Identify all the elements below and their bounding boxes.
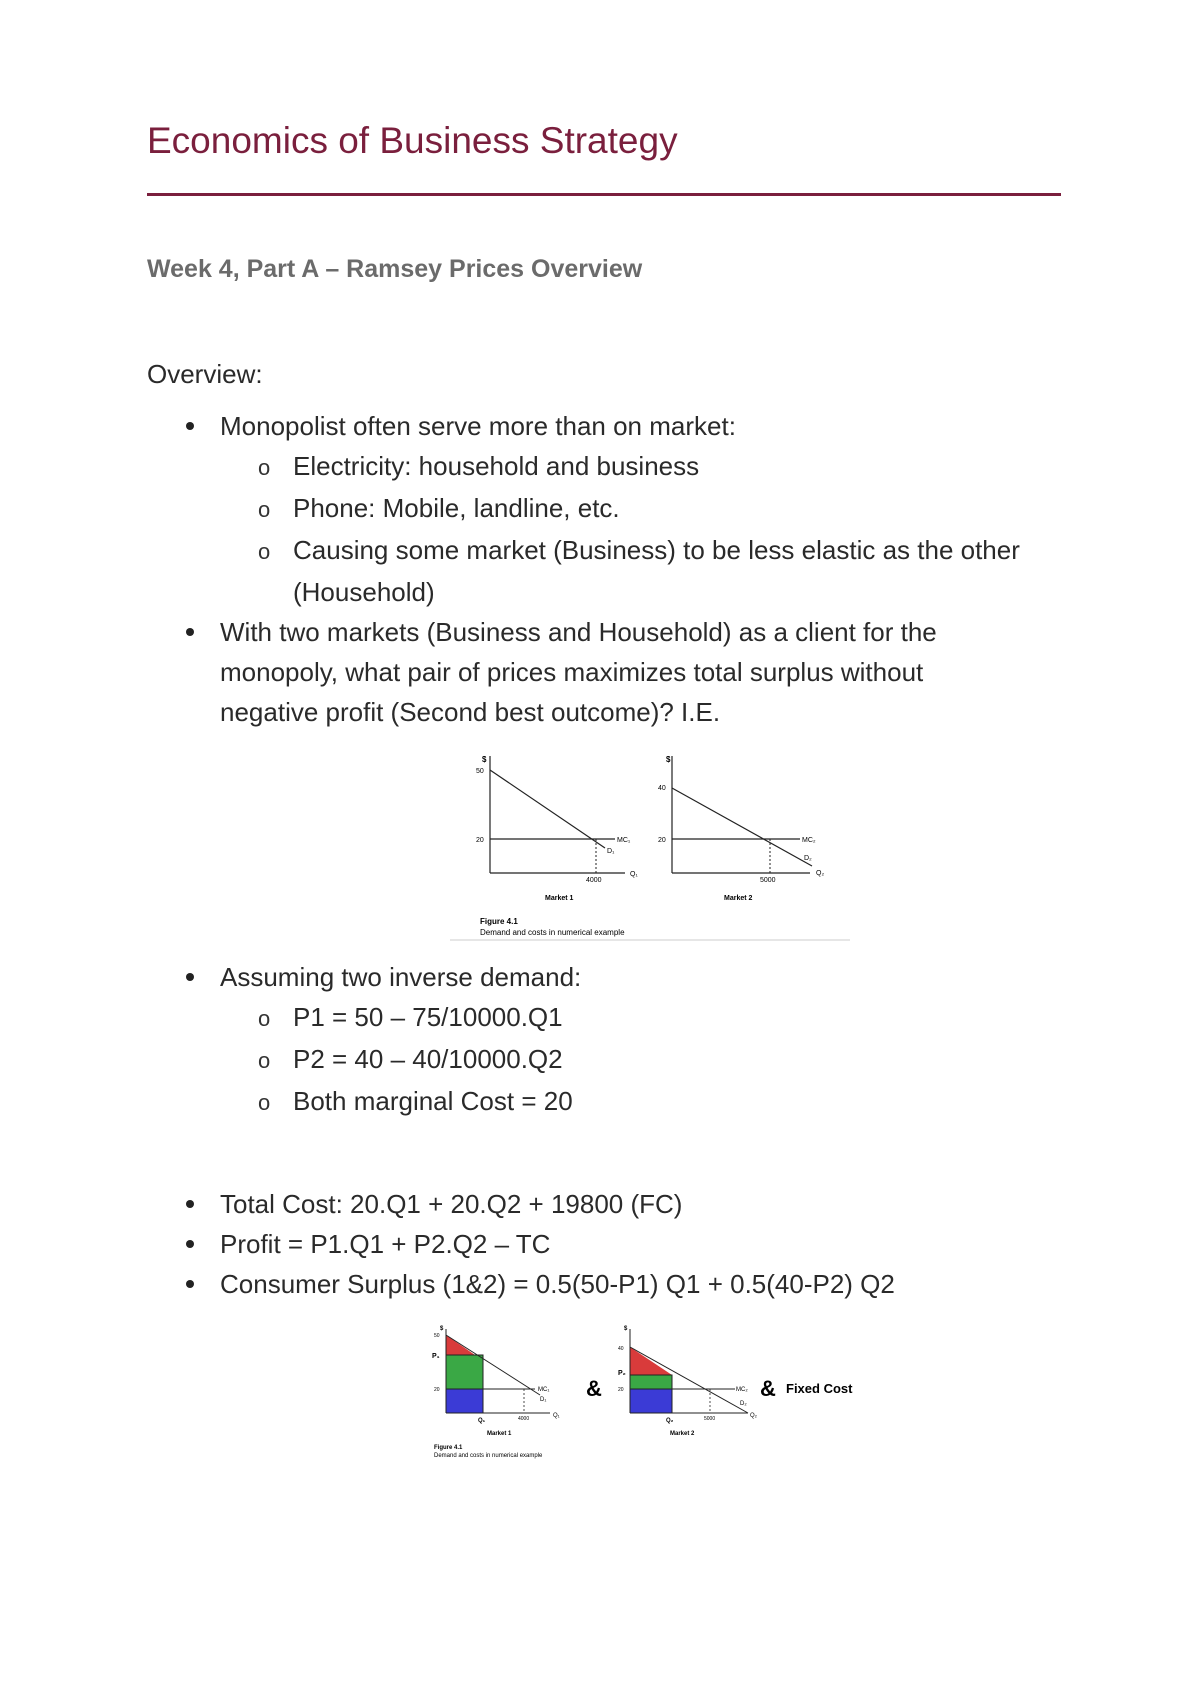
sub-bullet-text: Both marginal Cost = 20	[293, 1086, 573, 1116]
ampersand: &	[760, 1376, 776, 1401]
cost-area	[630, 1389, 672, 1413]
market-label: Market 1	[545, 895, 574, 902]
q-axis-label: Q₂	[750, 1413, 757, 1419]
bullet-marker	[186, 422, 194, 430]
price-max-tick: 40	[618, 1346, 624, 1352]
figure-surplus-areas	[430, 1325, 870, 1485]
demand-label: D₂	[804, 855, 812, 862]
section-subtitle: Week 4, Part A – Ramsey Prices Overview	[147, 255, 643, 283]
demand-label: D₁	[540, 1397, 547, 1403]
bullet-text: With two markets (Business and Household) as a client for the	[220, 617, 937, 647]
quantity-label: Q₂	[666, 1418, 674, 1424]
q-axis-label: Q₂	[816, 870, 825, 877]
bullet-marker	[186, 1240, 194, 1248]
sub-bullet-marker: o	[258, 1006, 271, 1031]
title-divider	[147, 193, 1061, 196]
bullet-text: Total Cost: 20.Q1 + 20.Q2 + 19800 (FC)	[220, 1189, 683, 1219]
market-label: Market 2	[670, 1431, 695, 1437]
mc-value-tick: 20	[658, 837, 666, 844]
demand-label: D₁	[607, 848, 615, 855]
profit-area	[630, 1375, 672, 1389]
bullet-marker	[186, 1200, 194, 1208]
figure-demand-costs	[450, 748, 860, 943]
mc-label: MC₁	[617, 837, 631, 844]
sub-bullet-marker: o	[258, 1048, 271, 1073]
market-label: Market 2	[724, 895, 753, 902]
price-label: P₁	[432, 1353, 440, 1360]
price-label: P₂	[618, 1370, 626, 1377]
bullet-text: Consumer Surplus (1&2) = 0.5(50-P1) Q1 + 0.5(40-P2) Q2	[220, 1269, 895, 1299]
q-value-tick: 4000	[518, 1416, 530, 1422]
y-axis-label: $	[482, 755, 487, 764]
sub-bullet-text: Phone: Mobile, landline, etc.	[293, 493, 620, 523]
mc-label: MC₂	[802, 837, 816, 844]
fixed-cost-label: Fixed Cost	[786, 1381, 853, 1396]
sub-bullet-text: Causing some market (Business) to be less elastic as the other	[293, 535, 1020, 565]
q-axis-label: Q₁	[553, 1413, 560, 1419]
overview-label: Overview:	[147, 359, 263, 389]
demand-label: D₂	[740, 1401, 747, 1407]
q-value-tick: 5000	[704, 1416, 716, 1422]
sub-bullet-marker: o	[258, 497, 271, 522]
bullet-text: Assuming two inverse demand:	[220, 962, 582, 992]
price-max-tick: 40	[658, 785, 666, 792]
bullet-text: Monopolist often serve more than on market:	[220, 411, 736, 441]
sub-bullet-text: P1 = 50 – 75/10000.Q1	[293, 1002, 563, 1032]
mc-value-tick: 20	[618, 1387, 624, 1393]
consumer-surplus-area	[630, 1347, 672, 1375]
page-title: Economics of Business Strategy	[147, 120, 678, 161]
bullet-text-continued: negative profit (Second best outcome)? I.E.	[220, 697, 721, 727]
sub-bullet-marker: o	[258, 1090, 271, 1115]
figure-caption-text: Demand and costs in numerical example	[480, 928, 625, 937]
mc-label: MC₂	[736, 1387, 748, 1393]
sub-bullet-text-continued: (Household)	[293, 577, 435, 607]
mc-value-tick: 20	[476, 837, 484, 844]
y-axis-label: $	[624, 1326, 628, 1332]
y-axis-label: $	[666, 755, 671, 764]
cost-area	[446, 1389, 483, 1413]
price-max-tick: 50	[476, 768, 484, 775]
profit-area	[446, 1355, 483, 1389]
market-2-chart	[618, 1326, 758, 1437]
market-1-chart	[432, 1326, 560, 1459]
y-axis-label: $	[440, 1326, 444, 1332]
sub-bullet-text: Electricity: household and business	[293, 451, 700, 481]
q-value-tick: 5000	[760, 877, 776, 884]
bullet-text-continued: monopoly, what pair of prices maximizes total surplus without	[220, 657, 924, 687]
mc-value-tick: 20	[434, 1387, 440, 1393]
bullet-marker	[186, 628, 194, 636]
ampersand: &	[586, 1376, 602, 1401]
sub-bullet-marker: o	[258, 539, 271, 564]
q-axis-label: Q₁	[630, 871, 638, 878]
mc-label: MC₁	[538, 1387, 550, 1393]
sub-bullet-marker: o	[258, 455, 271, 480]
quantity-label: Q₁	[478, 1418, 486, 1424]
bullet-text: Profit = P1.Q1 + P2.Q2 – TC	[220, 1229, 551, 1259]
bullet-marker	[186, 1280, 194, 1288]
figure-caption-text: Demand and costs in numerical example	[434, 1453, 543, 1459]
price-max-tick: 50	[434, 1333, 440, 1339]
figure-caption-title: Figure 4.1	[480, 917, 518, 926]
sub-bullet-text: P2 = 40 – 40/10000.Q2	[293, 1044, 563, 1074]
q-value-tick: 4000	[586, 877, 602, 884]
figure-caption-title: Figure 4.1	[434, 1445, 463, 1451]
market-label: Market 1	[487, 1431, 512, 1437]
bullet-marker	[186, 973, 194, 981]
